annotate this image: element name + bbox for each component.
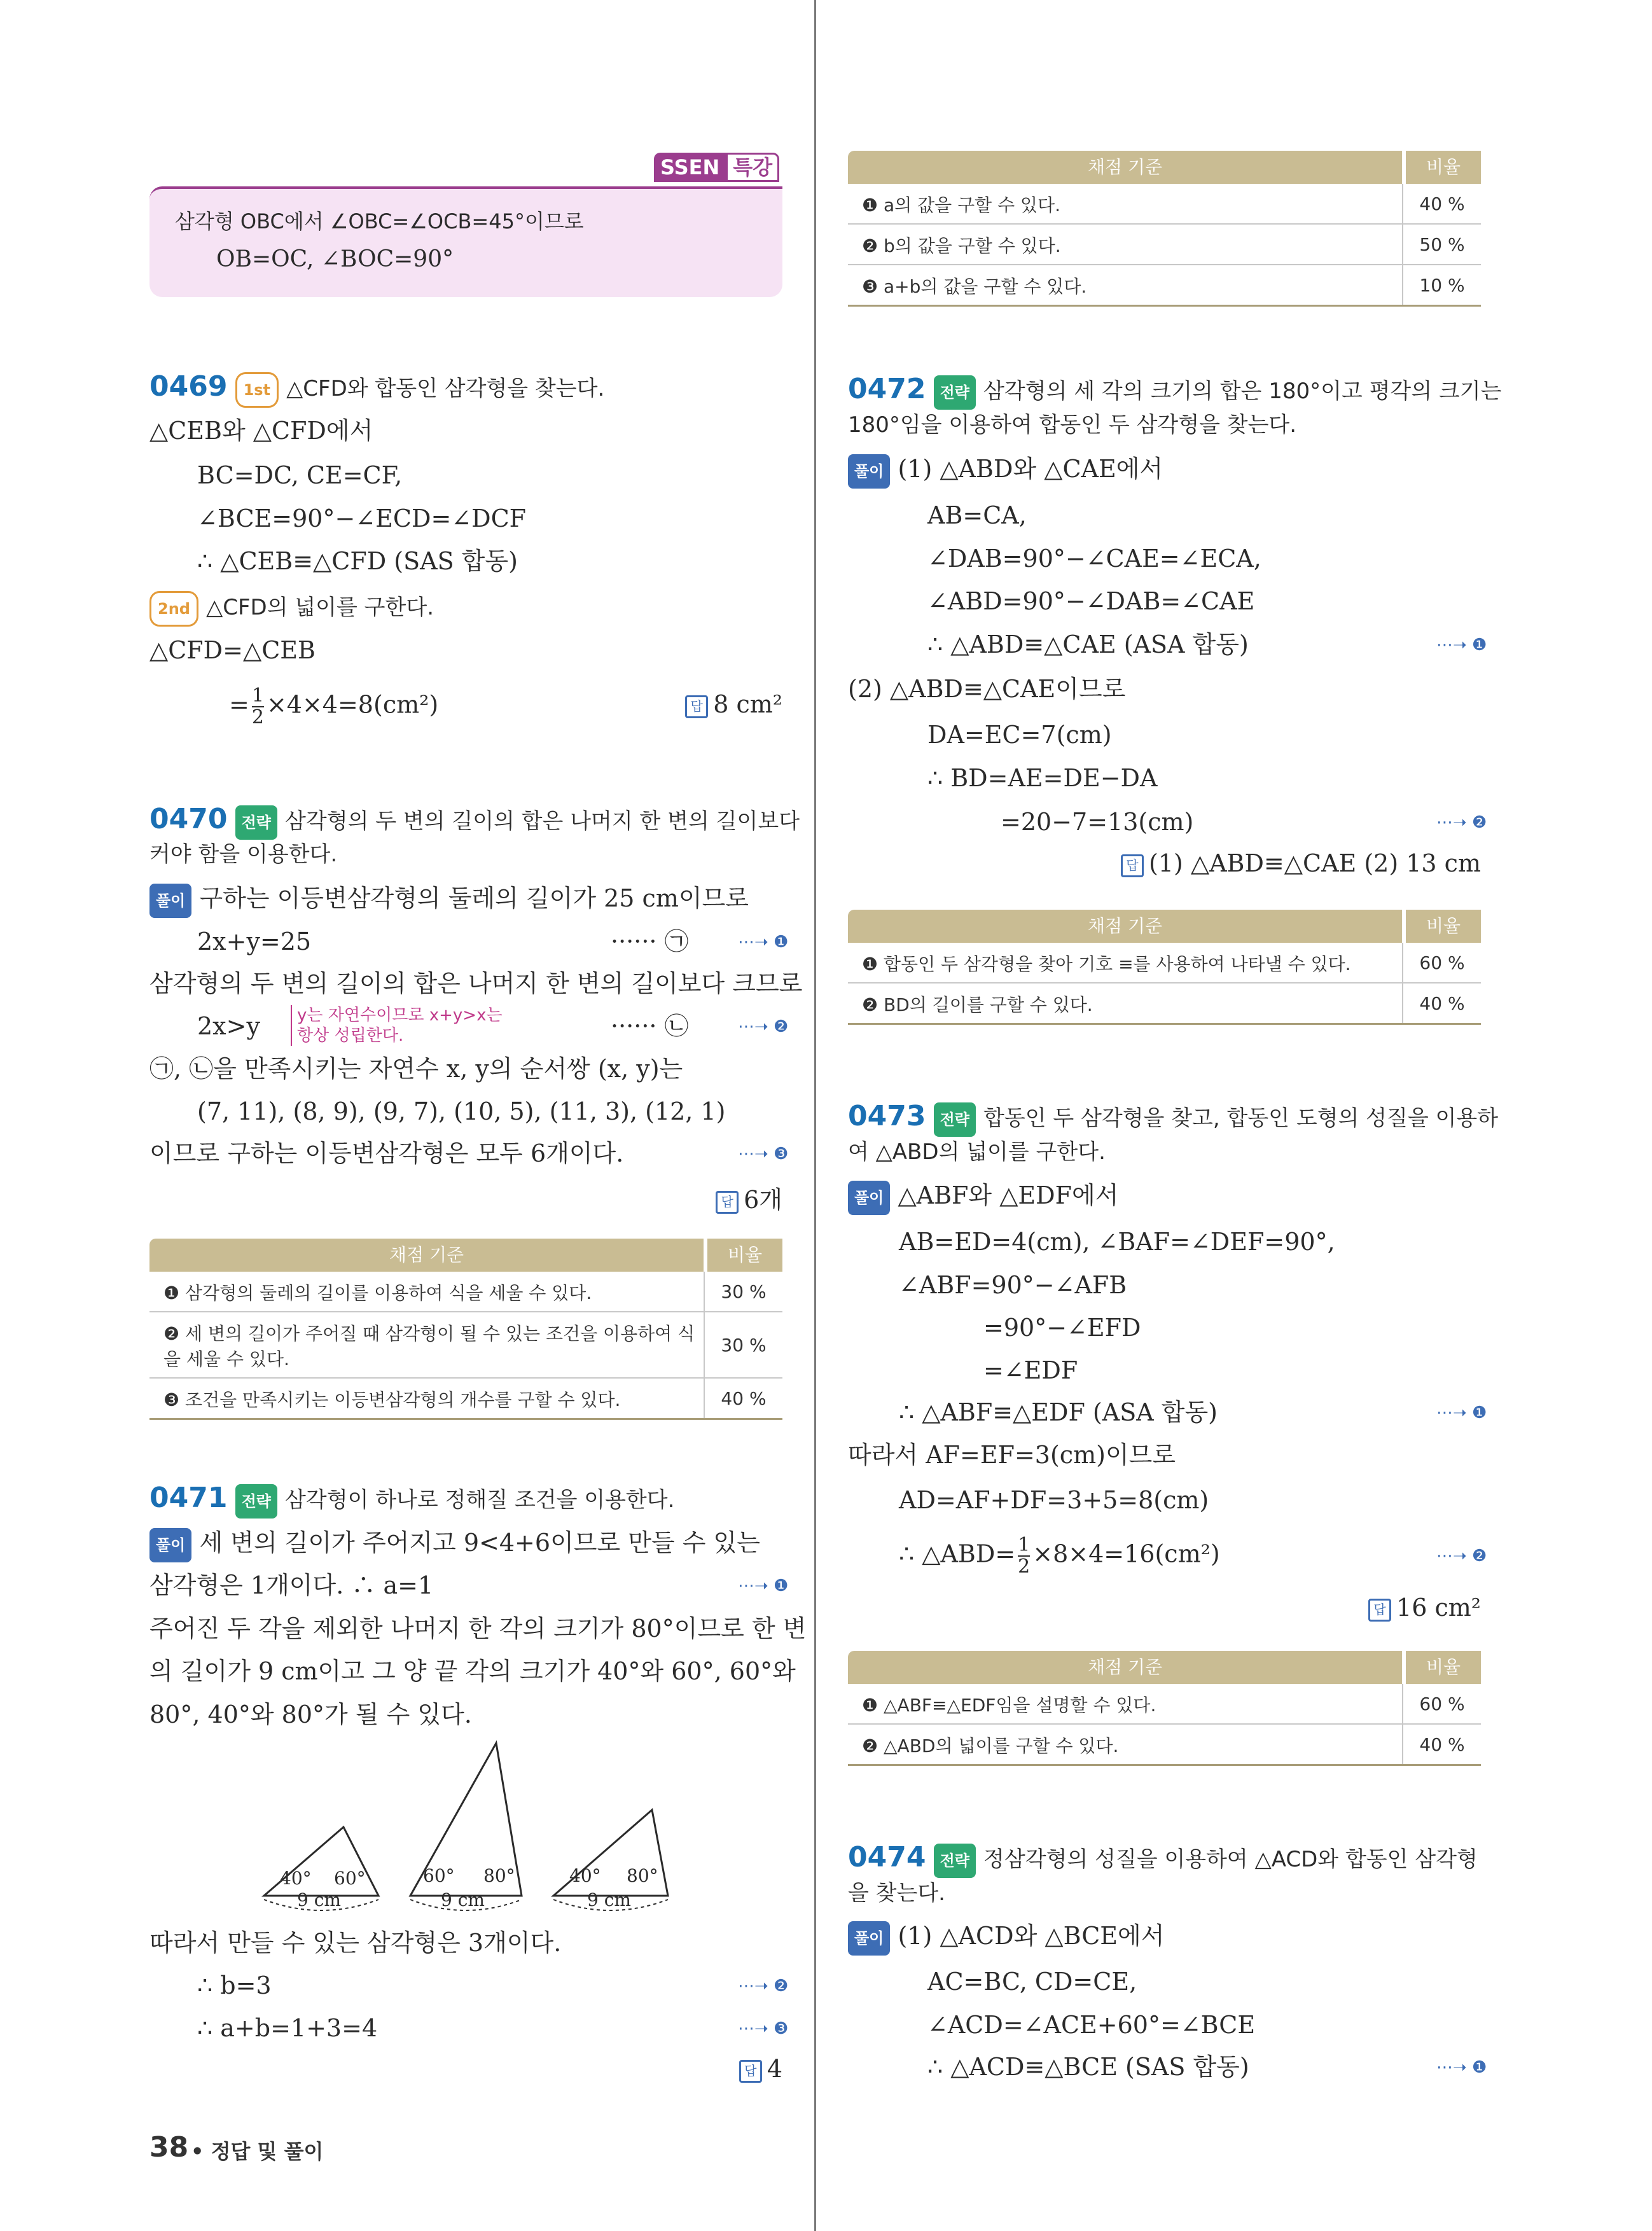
table-row: ❸ 조건을 만족시키는 이등변삼각형의 개수를 구할 수 있다. 40 % (149, 1379, 782, 1420)
table-header-ratio: 비율 (1406, 1651, 1481, 1684)
step-marker-1: ⋯➝ ❶ (1436, 636, 1487, 655)
answer-0471: 답 4 (739, 2055, 782, 2083)
table-row: ❶ 삼각형의 둘레의 길이를 이용하여 식을 세울 수 있다. 30 % (149, 1272, 782, 1312)
strategy-tag: 전략 (934, 1102, 976, 1137)
table-row: ❶ △ABF≡△EDF임을 설명할 수 있다. 60 % (848, 1684, 1481, 1725)
p0472-line5: ∴ △ABD≡△CAE (ASA 합동) (927, 630, 1249, 658)
p0473-line6: ∴ △ABF≡△EDF (ASA 합동) (899, 1398, 1218, 1426)
table-header-criteria: 채점 기준 (149, 1239, 704, 1272)
page-number: 38 (149, 2131, 189, 2164)
p0470-ref1: ······ ㉠ (611, 928, 689, 956)
scoring-table-0473 (848, 1651, 1481, 1766)
table-row: ❶ 합동인 두 삼각형을 찾아 기호 ≡를 사용하여 나타낼 수 있다. 60 % (848, 943, 1481, 983)
p0470-line5: ㉠, ㉡을 만족시키는 자연수 x, y의 순서쌍 (x, y)는 (149, 1055, 683, 1083)
p0474-line2: AC=BC, CD=CE, (927, 1968, 1137, 1996)
p0469-line5: △CFD=△CEB (149, 636, 316, 664)
strategy-tag: 전략 (235, 1484, 277, 1519)
p0471-line5: 80°, 40°와 80°가 될 수 있다. (149, 1700, 472, 1728)
p0473-line5: =∠EDF (983, 1356, 1078, 1384)
p0473-line3: ∠ABF=90°−∠AFB (899, 1271, 1127, 1299)
p0473-line7: 따라서 AF=EF=3(cm)이므로 (848, 1441, 1176, 1469)
problem-0473-header: 0473 전략 합동인 두 삼각형을 찾고, 합동인 도형의 성질을 이용하 (848, 1101, 1498, 1137)
solution-tag: 풀이 (149, 1528, 191, 1562)
p0470-line1: 풀이 구하는 이등변삼각형의 둘레의 길이가 25 cm이므로 (149, 882, 749, 918)
answer-icon: 답 (1121, 854, 1144, 877)
p0469-line3: ∠BCE=90°−∠ECD=∠DCF (197, 504, 527, 532)
triangle-2-angle-b: 80° (483, 1865, 515, 1886)
p0471-line2: 삼각형은 1개이다. ∴ a=1 (149, 1571, 434, 1599)
scoring-table-0471 (848, 151, 1481, 307)
p0470-note: y는 자연수이므로 x+y>x는 항상 성립한다. (291, 1005, 503, 1046)
table-header-criteria: 채점 기준 (848, 910, 1402, 943)
p0471-line4: 의 길이가 9 cm이고 그 양 끝 각의 크기가 40°와 60°, 60°와 (149, 1657, 796, 1685)
triangle-1-angle-a: 40° (280, 1868, 312, 1889)
strategy-tag: 전략 (934, 1844, 976, 1878)
table-row: ❷ 세 변의 길이가 주어질 때 삼각형이 될 수 있는 조건을 이용하여 식을 세울 수 있다. 30 % (149, 1312, 782, 1379)
answer-icon: 답 (685, 695, 708, 718)
fraction: $\frac{1}{2}$ (1018, 1534, 1031, 1578)
p0471-line3: 주어진 두 각을 제외한 나머지 한 각의 크기가 80°이므로 한 변 (149, 1615, 807, 1643)
p0474-line3: ∠ACD=∠ACE+60°=∠BCE (927, 2011, 1256, 2039)
p0470-desc2: 커야 함을 이용한다. (149, 842, 338, 867)
p0470-line4: 2x>y (197, 1012, 260, 1040)
p0470-ref2: ······ ㉡ (611, 1012, 689, 1040)
p0469-line4: ∴ △CEB≡△CFD (SAS 합동) (197, 547, 518, 575)
table-header-criteria: 채점 기준 (848, 1651, 1402, 1684)
solution-tag: 풀이 (149, 884, 191, 918)
p0472-line9: =20−7=13(cm) (1001, 808, 1194, 836)
step-marker-3: ⋯➝ ❸ (738, 1144, 789, 1164)
answer-icon: 답 (739, 2060, 762, 2083)
triangle-3-angle-a: 40° (569, 1865, 601, 1886)
step-marker-2: ⋯➝ ❷ (738, 1977, 789, 1996)
problem-0471-header: 0471 전략 삼각형이 하나로 정해질 조건을 이용한다. (149, 1482, 674, 1519)
scoring-table-0470 (149, 1239, 782, 1420)
step-marker-2: ⋯➝ ❷ (1436, 813, 1487, 832)
p0469-line6: = $\frac{1}{2}$ ×4×4=8(cm²) (229, 685, 439, 728)
step-marker-1: ⋯➝ ❶ (738, 933, 789, 952)
step-marker-1: ⋯➝ ❶ (738, 1576, 789, 1595)
step-marker-1: ⋯➝ ❶ (1436, 1403, 1487, 1422)
table-row: ❷ b의 값을 구할 수 있다. 50 % (848, 225, 1481, 265)
column-divider (814, 0, 816, 2231)
ssen-badge: SSEN 특강 (654, 151, 779, 181)
p0470-line7: 이므로 구하는 이등변삼각형은 모두 6개이다. (149, 1139, 624, 1167)
p0472-line1: 풀이 (1) △ABD와 △CAE에서 (848, 453, 1163, 489)
p0470-line2: 2x+y=25 (197, 928, 312, 956)
p0471-line6: 따라서 만들 수 있는 삼각형은 3개이다. (149, 1929, 562, 1957)
p0472-line4: ∠ABD=90°−∠DAB=∠CAE (927, 587, 1255, 615)
ssen-line2: OB=OC, ∠BOC=90° (216, 246, 454, 272)
answer-icon: 답 (1368, 1599, 1391, 1622)
table-header-ratio: 비율 (1406, 910, 1481, 943)
problem-0470-header: 0470 전략 삼각형의 두 변의 길이의 합은 나머지 한 변의 길이보다 (149, 803, 800, 840)
p0472-line6: (2) △ABD≡△CAE이므로 (848, 675, 1126, 703)
problem-0469-step2: 2nd △CFD의 넓이를 구한다. (149, 590, 434, 627)
answer-0470: 답 6개 (716, 1180, 782, 1215)
p0473-line1: 풀이 △ABF와 △EDF에서 (848, 1179, 1118, 1215)
triangle-2-angle-a: 60° (423, 1865, 455, 1886)
answer-icon: 답 (716, 1191, 739, 1214)
p0474-line4: ∴ △ACD≡△BCE (SAS 합동) (927, 2053, 1249, 2081)
answer-0472: 답 (1) △ABD≡△CAE (2) 13 cm (1121, 849, 1481, 877)
step-marker-1: ⋯➝ ❶ (1436, 2058, 1487, 2077)
p0472-line7: DA=EC=7(cm) (927, 721, 1112, 749)
p0472-line8: ∴ BD=AE=DE−DA (927, 764, 1158, 792)
table-header-criteria: 채점 기준 (848, 151, 1402, 184)
triangle-1-side: 9 cm (297, 1889, 341, 1910)
p0473-line9: ∴ △ABD= $\frac{1}{2}$ ×8×4=16(cm²) (899, 1534, 1220, 1578)
p0473-desc2: 여 △ABD의 넓이를 구한다. (848, 1139, 1106, 1165)
table-row: ❸ a+b의 값을 구할 수 있다. 10 % (848, 265, 1481, 307)
p0469-line2: BC=DC, CE=CF, (197, 461, 403, 489)
p0472-line3: ∠DAB=90°−∠CAE=∠ECA, (927, 545, 1261, 573)
p0469-line1: △CEB와 △CFD에서 (149, 417, 373, 445)
problem-0469-header: 0469 1st △CFD와 합동인 삼각형을 찾는다. (149, 371, 604, 408)
solution-tag: 풀이 (848, 1921, 890, 1956)
step-2nd-tag: 2nd (149, 591, 198, 627)
step-1st-tag: 1st (235, 372, 279, 408)
triangle-2-side: 9 cm (441, 1889, 485, 1910)
p0473-line2: AB=ED=4(cm), ∠BAF=∠DEF=90°, (899, 1228, 1335, 1256)
solution-tag: 풀이 (848, 1181, 890, 1215)
step-marker-3: ⋯➝ ❸ (738, 2019, 789, 2038)
table-row: ❶ a의 값을 구할 수 있다. 40 % (848, 184, 1481, 225)
triangle-3-angle-b: 80° (627, 1865, 658, 1886)
triangle-3-side: 9 cm (587, 1889, 631, 1910)
table-row: ❷ BD의 길이를 구할 수 있다. 40 % (848, 983, 1481, 1025)
answer-0473: 답 16 cm² (1368, 1594, 1481, 1622)
table-header-ratio: 비율 (707, 1239, 782, 1272)
step-marker-2: ⋯➝ ❷ (738, 1017, 789, 1036)
p0471-line7: ∴ b=3 (197, 1971, 272, 1999)
ssen-box (149, 186, 782, 297)
p0473-line4: =90°−∠EFD (983, 1314, 1141, 1342)
table-row: ❷ △ABD의 넓이를 구할 수 있다. 40 % (848, 1725, 1481, 1766)
p0472-line2: AB=CA, (927, 501, 1027, 529)
footer-label: • 정답 및 풀이 (191, 2139, 324, 2164)
triangle-1-angle-b: 60° (334, 1868, 366, 1889)
strategy-tag: 전략 (235, 805, 277, 840)
step-marker-2: ⋯➝ ❷ (1436, 1546, 1487, 1566)
ssen-line1: 삼각형 OBC에서 ∠OBC=∠OCB=45°이므로 (175, 209, 584, 233)
p0471-line1: 풀이 세 변의 길이가 주어지고 9<4+6이므로 만들 수 있는 (149, 1527, 760, 1562)
scoring-table-0472 (848, 910, 1481, 1025)
answer-0469: 답 8 cm² (685, 690, 782, 718)
table-header-ratio: 비율 (1406, 151, 1481, 184)
fraction: $\frac{1}{2}$ (251, 685, 264, 728)
p0472-desc2: 180°임을 이용하여 합동인 두 삼각형을 찾는다. (848, 412, 1297, 438)
problem-0474-header: 0474 전략 정삼각형의 성질을 이용하여 △ACD와 합동인 삼각형 (848, 1842, 1478, 1878)
problem-0472-header: 0472 전략 삼각형의 세 각의 크기의 합은 180°이고 평각의 크기는 (848, 373, 1501, 410)
p0474-line1: 풀이 (1) △ACD와 △BCE에서 (848, 1920, 1164, 1956)
p0471-line8: ∴ a+b=1+3=4 (197, 2014, 378, 2042)
solution-tag: 풀이 (848, 454, 890, 489)
p0474-desc2: 을 찾는다. (848, 1880, 945, 1906)
strategy-tag: 전략 (934, 375, 976, 410)
p0470-line3: 삼각형의 두 변의 길이의 합은 나머지 한 변의 길이보다 크므로 (149, 970, 803, 997)
p0473-line8: AD=AF+DF=3+5=8(cm) (899, 1486, 1209, 1514)
p0470-line6: (7, 11), (8, 9), (9, 7), (10, 5), (11, 3), (12, 1) (197, 1097, 726, 1125)
